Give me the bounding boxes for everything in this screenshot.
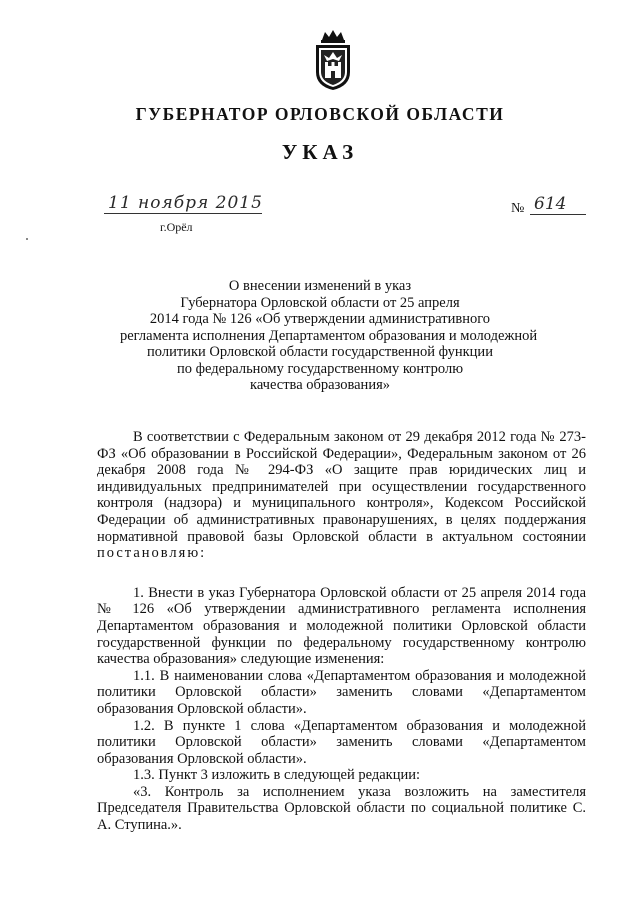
- item-1-1-paragraph: 1.1. В наименовании слова «Департаментом образования и молодежной политики Орловской области» заменить словами «Департаментом образования Орловской области».: [97, 667, 586, 717]
- document-type: УКАЗ: [281, 140, 359, 164]
- margin-mark: [26, 238, 28, 240]
- subject-line: О внесении изменений в указ: [228, 278, 412, 294]
- subject-line: политики Орловской области государственной функции: [147, 344, 493, 360]
- subject-line: Губернатора Орловской области от 25 апреля: [180, 294, 460, 311]
- date-underline: [104, 213, 262, 214]
- item-1-3-paragraph: 1.3. Пункт 3 изложить в следующей редакции:: [133, 767, 421, 784]
- city-label: г.Орёл: [160, 220, 193, 234]
- preamble-paragraph: [97, 429, 586, 562]
- subject-line: 2014 года № 126 «Об утверждении административного: [149, 311, 491, 327]
- issuer-title: ГУБЕРНАТОР ОРЛОВСКОЙ ОБЛАСТИ: [135, 104, 505, 124]
- document-number-handwritten: 614: [534, 194, 567, 214]
- number-underline: [530, 214, 586, 215]
- subject-line: по федеральному государственному контролю: [176, 360, 464, 377]
- item-1-3-new-text: «3. Контроль за исполнением указа возложить на заместителя Председателя Правительства Орловской области по социальной политике С. А. Ступина.».: [97, 783, 586, 834]
- document-date-handwritten: 11 ноября 2015: [108, 193, 263, 213]
- document-subject: [120, 278, 538, 394]
- number-label: №: [511, 201, 525, 216]
- oryol-coat-of-arms-emblem: [310, 28, 356, 92]
- preamble-text: В соответствии с Федеральным законом от 29 декабря 2012 года № 273-ФЗ «Об образовании в Российской Федерации», Федеральным законом от 26 декабря 2008 года № 294-ФЗ «О защите прав юридических лиц и индивидуальных предпринимателей при осуществлении государственного контроля (надзора) и муниципального контроля», Кодексом Российской Федерации об административных правонарушениях, в целях поддержания нормативной правовой базы Орловской области в актуальном состоянии: [97, 429, 586, 545]
- subject-line: регламента исполнения Департаментом образования и молодежной: [120, 327, 538, 344]
- subject-line: качества образования»: [250, 377, 390, 393]
- document-body: [97, 429, 586, 834]
- item-1-2-paragraph: 1.2. В пункте 1 слова «Департаментом образования и молодежной политики Орловской области» заменить словами «Департаментом образования Орловской области».: [97, 717, 586, 767]
- item-1-paragraph: 1. Внести в указ Губернатора Орловской области от 25 апреля 2014 года № 126 «Об утверждении административного регламента исполнения Департаментом образования и молодежной политики Орловской области государственной функции по федеральному государственному контролю качества образования» следующие изменения:: [97, 584, 586, 668]
- decree-word: постановляю:: [97, 545, 207, 562]
